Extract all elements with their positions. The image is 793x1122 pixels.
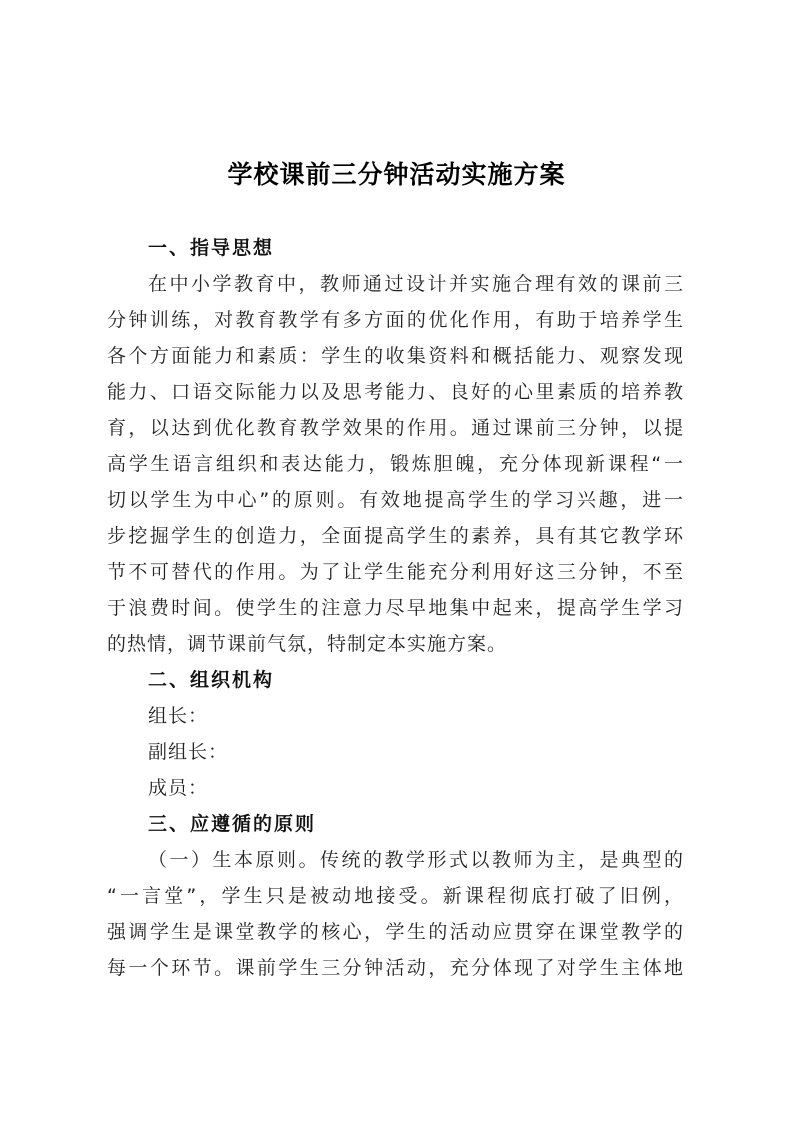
paragraph-line: “一言堂”，学生只是被动地接受。新课程彻底打破了旧例， bbox=[107, 885, 683, 907]
document-title: 学校课前三分钟活动实施方案 bbox=[227, 160, 566, 189]
paragraph-line: 各个方面能力和素质：学生的收集资料和概括能力、观察发现 bbox=[107, 345, 683, 367]
paragraph-line: 能力、口语交际能力以及思考能力、良好的心里素质的培养教 bbox=[107, 381, 683, 403]
paragraph-line: 于浪费时间。使学生的注意力尽早地集中起来，提高学生学习 bbox=[107, 597, 683, 619]
section-heading-guiding-thought: 一、指导思想 bbox=[148, 237, 275, 259]
paragraph-line: 步挖掘学生的创造力，全面提高学生的素养，具有其它教学环 bbox=[107, 525, 683, 547]
paragraph-line: 每一个环节。课前学生三分钟活动，充分体现了对学生主体地 bbox=[107, 957, 683, 979]
paragraph-line: 在中小学教育中，教师通过设计并实施合理有效的课前三 bbox=[148, 273, 683, 295]
org-members-field: 成员： bbox=[148, 777, 209, 799]
paragraph-line: 育，以达到优化教育教学效果的作用。通过课前三分钟，以提 bbox=[107, 417, 683, 439]
paragraph-line: 切以学生为中心”的原则。有效地提高学生的学习兴趣，进一 bbox=[107, 489, 683, 511]
paragraph-line: 高学生语言组织和表达能力，锻炼胆魄，充分体现新课程“一 bbox=[107, 453, 683, 475]
paragraph-line: 节不可替代的作用。为了让学生能充分利用好这三分钟，不至 bbox=[107, 561, 683, 583]
section-heading-organization: 二、组织机构 bbox=[148, 669, 275, 691]
document-body bbox=[107, 230, 683, 986]
section-heading-principles: 三、应遵循的原则 bbox=[148, 813, 317, 835]
paragraph-line: 分钟训练，对教育教学有多方面的优化作用，有助于培养学生 bbox=[107, 309, 683, 331]
paragraph-line: 的热情，调节课前气氛，特制定本实施方案。 bbox=[107, 633, 508, 655]
paragraph-line: （一）生本原则。传统的教学形式以教师为主，是典型的 bbox=[148, 849, 683, 871]
org-leader-field: 组长： bbox=[148, 705, 209, 727]
paragraph-line: 强调学生是课堂教学的核心，学生的活动应贯穿在课堂教学的 bbox=[107, 921, 683, 943]
org-deputy-leader-field: 副组长： bbox=[148, 741, 229, 763]
